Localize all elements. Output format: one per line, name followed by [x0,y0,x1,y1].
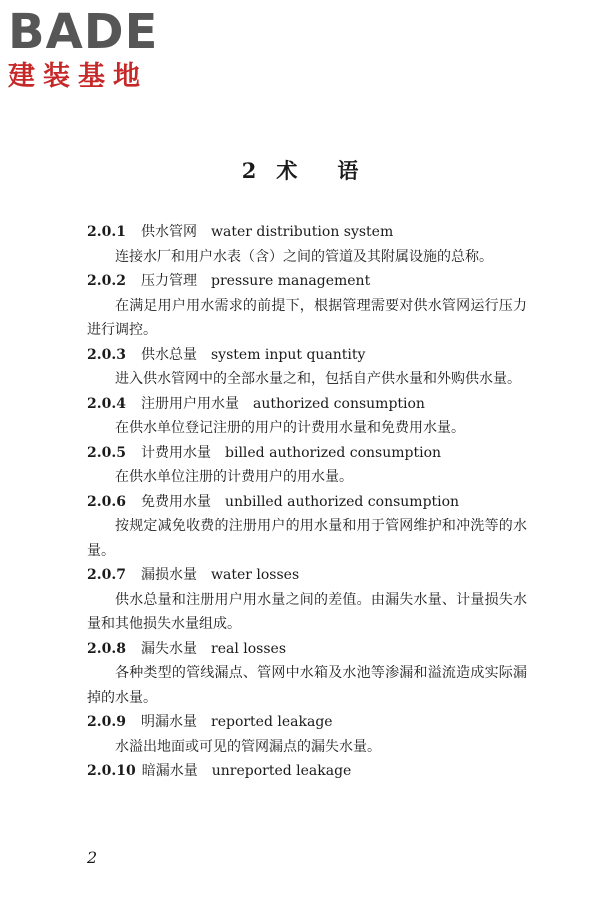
term-cn: 暗漏水量 [141,763,198,779]
term-entry [87,220,527,269]
term-heading [87,269,527,294]
chapter-title-part1: 术 [276,158,298,183]
term-definition: 在满足用户用水需求的前提下，根据管理需要对供水管网运行压力进行调控。 [87,297,527,338]
term-number: 2.0.3 [87,346,126,363]
term-number: 2.0.7 [87,567,126,583]
term-cn: 供水管网 [141,224,197,240]
term-entry [87,490,527,564]
term-entry [87,637,527,711]
chapter-title-part2: 语 [337,158,359,183]
term-definition: 连接水厂和用户水表（含）之间的管道及其附属设施的总称。 [115,248,493,265]
chapter-number: 2 [241,158,257,183]
term-heading [87,563,527,588]
term-heading [87,441,527,466]
terms-list [87,220,527,784]
term-en: authorized consumption [253,395,425,412]
term-definition: 各种类型的管线漏点、管网中水箱及水池等渗漏和溢流造成实际漏掉的水量。 [87,665,527,706]
term-definition: 在供水单位注册的计费用户的用水量。 [115,469,353,485]
term-heading [87,220,527,245]
term-entry [87,269,527,343]
term-number: 2.0.8 [87,640,126,657]
term-cn: 明漏水量 [141,714,197,730]
term-en: water losses [211,567,300,583]
term-number: 2.0.2 [87,273,126,289]
term-en: reported leakage [211,714,333,730]
term-cn: 计费用水量 [141,444,211,461]
brand-logo [8,6,178,94]
term-heading [87,490,527,515]
term-heading [87,710,527,735]
term-heading [87,759,527,784]
term-en: real losses [211,640,286,657]
term-entry [87,710,527,759]
term-number: 2.0.10 [87,763,136,779]
term-entry [87,563,527,637]
term-cn: 压力管理 [141,273,197,289]
term-cn: 供水总量 [141,346,197,363]
term-definition: 供水总量和注册用户用水量之间的差值。由漏失水量、计量损失水量和其他损失水量组成。 [87,591,527,632]
term-number: 2.0.6 [87,493,126,510]
term-heading [87,392,527,417]
term-en: water distribution system [211,224,394,240]
term-en: pressure management [211,273,371,289]
page-number: 2 [87,848,98,867]
term-entry [87,343,527,392]
term-entry [87,441,527,490]
logo-mark: BADE [8,4,159,60]
logo-subtitle: 建装基地 [8,61,148,92]
term-number: 2.0.1 [87,224,126,240]
term-en: billed authorized consumption [225,444,442,461]
chapter-title [0,156,600,186]
term-cn: 免费用水量 [141,493,211,510]
term-heading [87,343,527,368]
term-number: 2.0.4 [87,395,126,412]
term-definition: 进入供水管网中的全部水量之和，包括自产供水量和外购供水量。 [115,371,521,387]
term-en: system input quantity [211,346,366,363]
term-number: 2.0.5 [87,444,126,461]
term-heading [87,637,527,662]
term-en: unreported leakage [211,763,352,779]
term-entry [87,392,527,441]
term-cn: 漏失水量 [141,640,197,657]
term-definition: 在供水单位登记注册的用户的计费用水量和免费用水量。 [115,420,465,436]
term-cn: 注册用户用水量 [141,395,239,412]
term-entry [87,759,527,784]
term-definition: 水溢出地面或可见的管网漏点的漏失水量。 [115,738,381,755]
term-en: unbilled authorized consumption [225,493,460,510]
term-definition: 按规定减免收费的注册用户的用水量和用于管网维护和冲洗等的水量。 [87,518,527,559]
term-number: 2.0.9 [87,714,126,730]
term-cn: 漏损水量 [141,567,197,583]
